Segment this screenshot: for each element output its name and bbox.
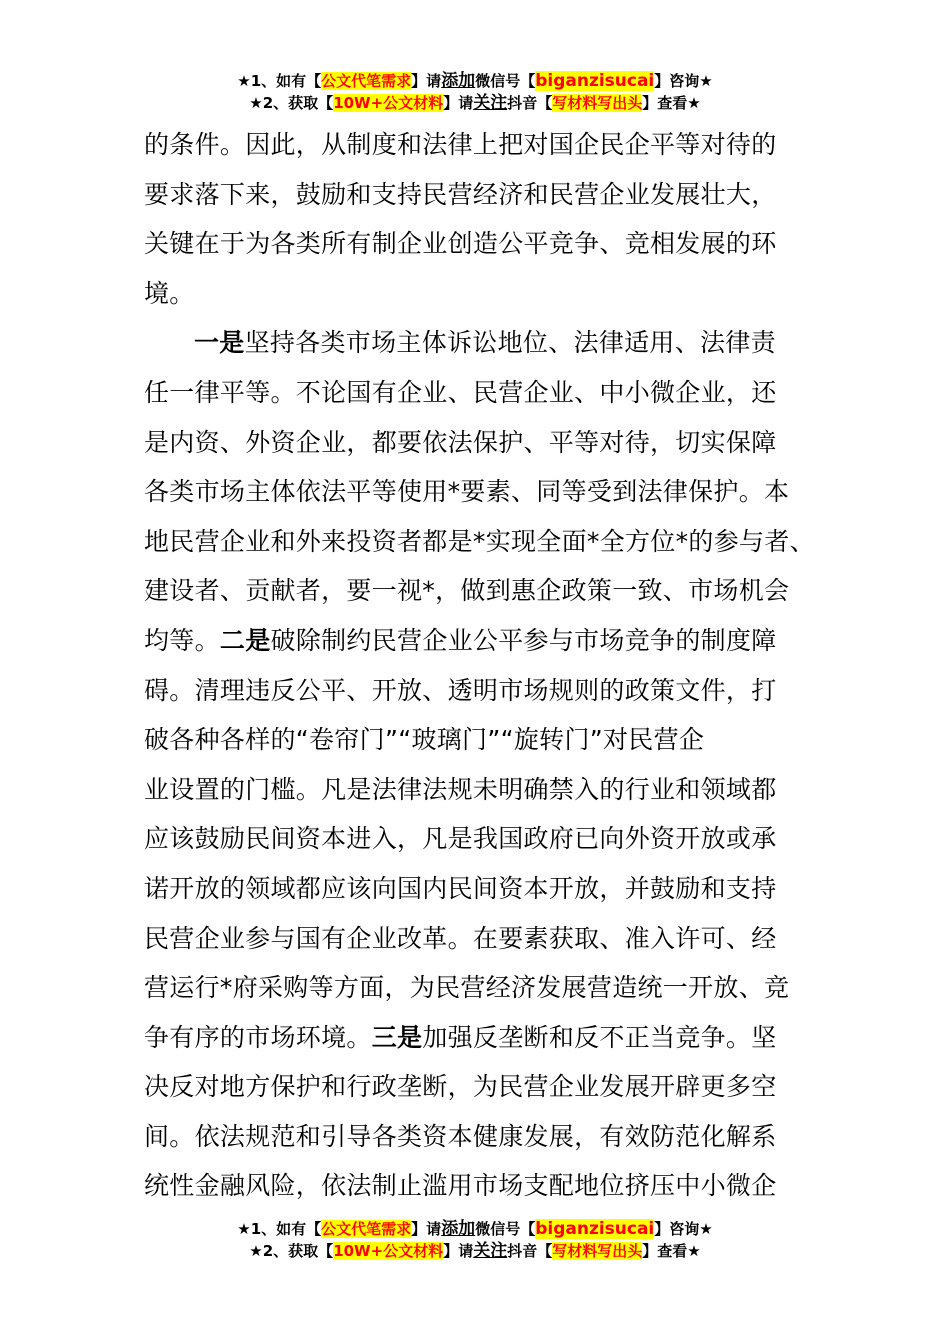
text-line: 诺开放的领域都应该向国内民间资本开放，并鼓励和支持 [144, 873, 777, 903]
text-line: 应该鼓励民间资本进入，凡是我国政府已向外资开放或承 [144, 824, 777, 854]
text-line: 是内资、外资企业，都要依法保护、平等对待，切实保障 [144, 427, 777, 457]
text-line: 关键在于为各类所有制企业创造公平竞争、竞相发展的环 [144, 229, 777, 259]
point-one-label: 一是 [194, 328, 245, 358]
text-line: 的条件。因此，从制度和法律上把对国企民企平等对待的 [144, 130, 777, 159]
text-line: 决反对地方保护和行政垄断，为民营企业发展开辟更多空 [144, 1072, 777, 1102]
text-line: 地民营企业和外来投资者都是*实现全面*全方位*的参与者、 [144, 526, 815, 556]
highlight-materials: 10W+公文材料 [333, 94, 444, 112]
banner-line-2: ★2、获取【10W+公文材料】请关注抖音【写材料写出头】查看★ [249, 93, 701, 113]
highlight-douyin: 写材料写出头 [552, 1242, 643, 1260]
text-line: 争有序的市场环境。三是加强反垄断和反不正当竞争。坚 [144, 1022, 777, 1052]
banner-line-1: ★1、如有【公文代笔需求】请添加微信号【biganzisucai】咨询★ [237, 71, 713, 91]
text-line: 营运行*府采购等方面，为民营经济发展营造统一开放、竞 [144, 973, 790, 1003]
text-line: 要求落下来，鼓励和支持民营经济和民营企业发展壮大， [144, 179, 777, 209]
highlight-wechat-id: biganzisucai [535, 1219, 655, 1239]
highlight-douyin: 写材料写出头 [552, 94, 643, 112]
header-banner [0, 70, 950, 114]
footer-banner [0, 1218, 950, 1262]
text-line: 境。 [144, 278, 195, 308]
highlight-service: 公文代笔需求 [321, 1220, 412, 1238]
text-line: 破各种各样的“卷帘门”“玻璃门”“旋转门”对民营企 [144, 725, 705, 755]
highlight-wechat-id: biganzisucai [535, 71, 655, 91]
document-body [144, 120, 815, 1211]
text-line: 碍。清理违反公平、开放、透明市场规则的政策文件，打 [144, 675, 777, 705]
paragraph-start: 一是坚持各类市场主体诉讼地位、法律适用、法律责 [194, 328, 776, 358]
highlight-materials: 10W+公文材料 [333, 1242, 444, 1260]
text-line: 民营企业参与国有企业改革。在要素获取、准入许可、经 [144, 923, 777, 953]
text-line: 间。依法规范和引导各类资本健康发展，有效防范化解系 [144, 1121, 777, 1151]
point-two-label: 二是 [219, 625, 271, 655]
text-line: 业设置的门槛。凡是法律法规未明确禁入的行业和领域都 [144, 774, 777, 804]
text-line: 建设者、贡献者，要一视*，做到惠企政策一致、市场机会 [144, 576, 790, 606]
text-line: 各类市场主体依法平等使用*要素、同等受到法律保护。本 [144, 477, 790, 507]
banner-line-1: ★1、如有【公文代笔需求】请添加微信号【biganzisucai】咨询★ [237, 1219, 713, 1239]
point-three-label: 三是 [371, 1022, 423, 1052]
text-line: 任一律平等。不论国有企业、民营企业、中小微企业，还 [144, 377, 777, 407]
text-line: 统性金融风险，依法制止滥用市场支配地位挤压中小微企 [144, 1171, 777, 1201]
highlight-service: 公文代笔需求 [321, 72, 412, 90]
text-line: 均等。二是破除制约民营企业公平参与市场竞争的制度障 [144, 625, 777, 655]
banner-line-2: ★2、获取【10W+公文材料】请关注抖音【写材料写出头】查看★ [249, 1241, 701, 1261]
